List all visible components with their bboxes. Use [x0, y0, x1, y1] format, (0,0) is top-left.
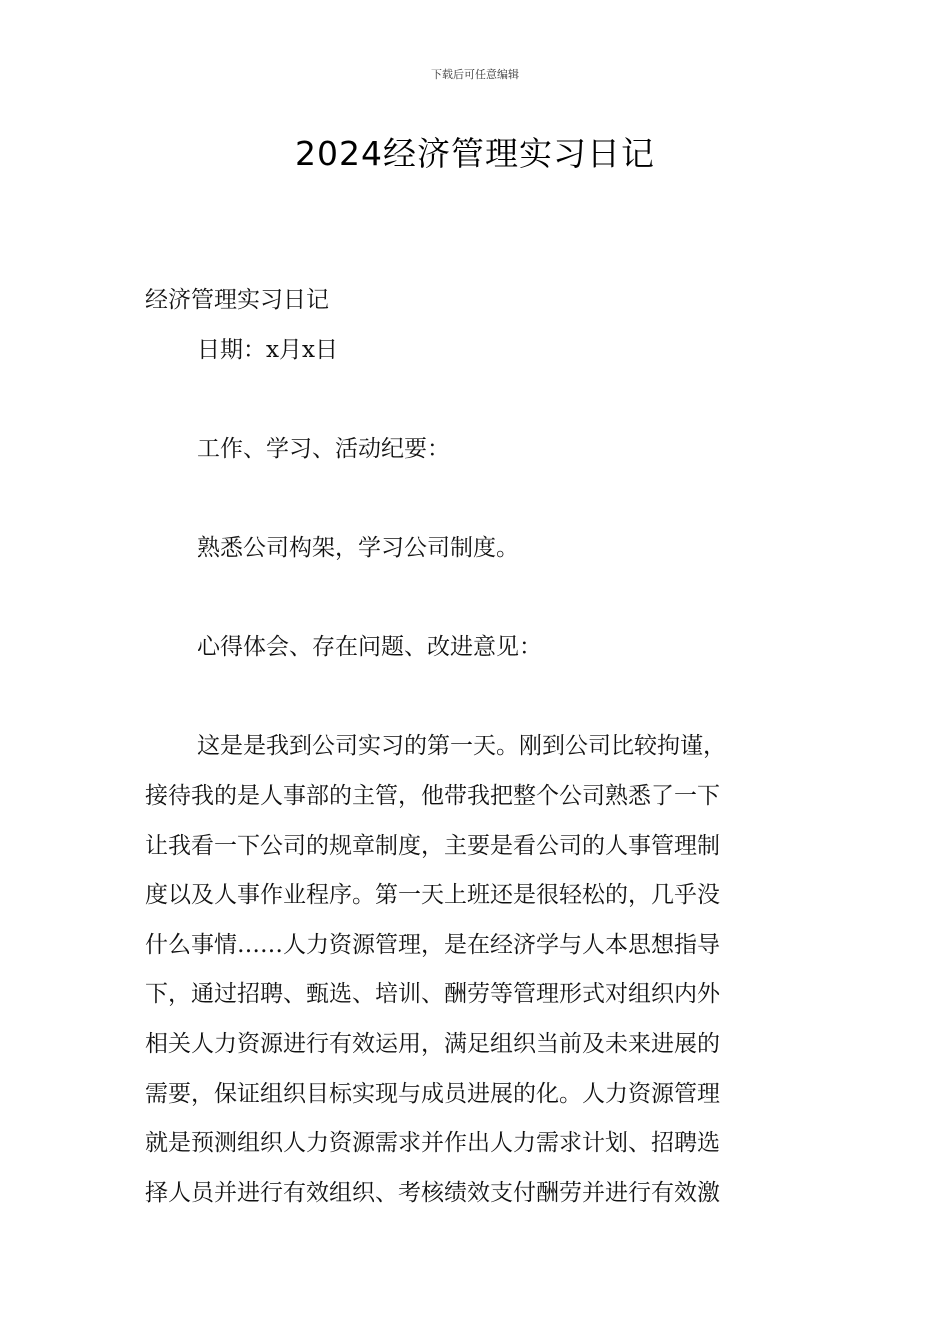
- date-line: 日期：x月x日: [197, 337, 338, 363]
- paragraph-line: 需要，保证组织目标实现与成员进展的化。人力资源管理: [145, 1081, 720, 1107]
- paragraph-line: 下，通过招聘、甄选、培训、酬劳等管理形式对组织内外: [145, 981, 720, 1007]
- work-content: 熟悉公司构架，学习公司制度。: [197, 535, 519, 561]
- section-subtitle: 经济管理实习日记: [145, 287, 329, 313]
- header-note: 下载后可任意编辑: [431, 68, 519, 81]
- work-label: 工作、学习、活动纪要：: [197, 436, 450, 462]
- paragraph-line: 这是是我到公司实习的第一天。刚到公司比较拘谨，: [197, 733, 726, 759]
- paragraph-line: 相关人力资源进行有效运用，满足组织当前及未来进展的: [145, 1031, 720, 1057]
- reflection-label: 心得体会、存在问题、改进意见：: [197, 634, 542, 660]
- document-title: 2024经济管理实习日记: [295, 134, 655, 173]
- paragraph-line: 择人员并进行有效组织、考核绩效支付酬劳并进行有效激: [145, 1180, 720, 1206]
- paragraph-line: 接待我的是人事部的主管，他带我把整个公司熟悉了一下: [145, 783, 720, 809]
- paragraph-line: 就是预测组织人力资源需求并作出人力需求计划、招聘选: [145, 1130, 720, 1156]
- paragraph-line: 什么事情……人力资源管理，是在经济学与人本思想指导: [145, 932, 720, 958]
- paragraph-line: 度以及人事作业程序。第一天上班还是很轻松的，几乎没: [145, 882, 720, 908]
- paragraph-line: 让我看一下公司的规章制度，主要是看公司的人事管理制: [145, 833, 720, 859]
